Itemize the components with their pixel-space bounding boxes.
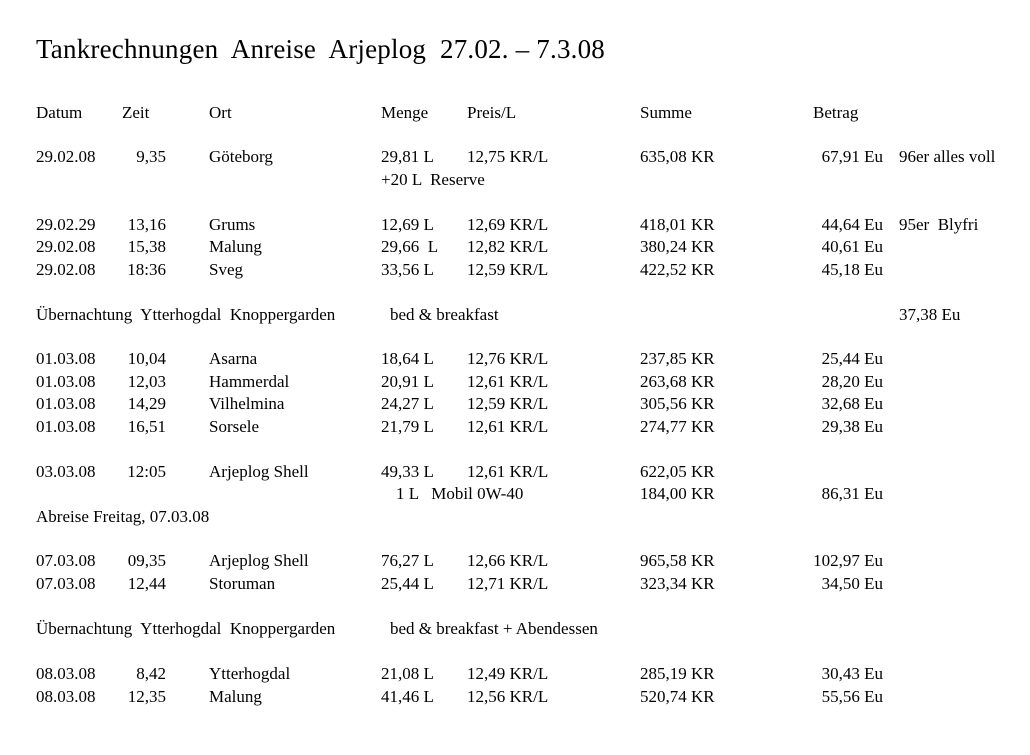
cell-datum: 29.02.08 [36, 260, 96, 279]
cell-ort: Malung [209, 237, 262, 256]
cell-menge: 29,66 L [381, 237, 439, 256]
cell-zeit: 10,04 [127, 349, 166, 368]
header-betrag: Betrag [813, 103, 859, 122]
cell-summe: 635,08 KR [640, 147, 715, 166]
cell-betrag: 28,20 Eu [821, 372, 883, 391]
cell-ort: Malung [209, 687, 262, 706]
cell-datum: 01.03.08 [36, 372, 96, 391]
cell-summe: 305,56 KR [640, 394, 715, 413]
cell-betrag: 34,50 Eu [821, 574, 883, 593]
cell-datum: 08.03.08 [36, 664, 96, 683]
header-ort: Ort [209, 103, 232, 122]
cell-summe: 274,77 KR [640, 417, 715, 436]
overnight-desc: bed & breakfast [390, 305, 499, 324]
header-menge: Menge [381, 103, 429, 122]
oil-summe: 184,00 KR [640, 484, 715, 503]
cell-datum: 01.03.08 [36, 394, 96, 413]
overnight-price: 37,38 Eu [899, 305, 961, 324]
cell-betrag: 30,43 Eu [821, 664, 883, 683]
cell-menge: 21,08 L [381, 664, 434, 683]
cell-zeit: 13,16 [127, 215, 166, 234]
cell-zeit: 09,35 [127, 551, 166, 570]
cell-summe: 323,34 KR [640, 574, 715, 593]
cell-menge: 20,91 L [381, 372, 434, 391]
cell-betrag: 45,18 Eu [821, 260, 883, 279]
cell-datum: 29.02.08 [36, 147, 96, 166]
cell-menge: 41,46 L [381, 687, 434, 706]
cell-summe: 237,85 KR [640, 349, 715, 368]
cell-ort: Grums [209, 215, 256, 234]
cell-ort: Arjeplog Shell [209, 551, 309, 570]
cell-betrag: 102,97 Eu [813, 551, 883, 570]
cell-zeit: 12:05 [127, 462, 166, 481]
cell-preis: 12,61 KR/L [467, 462, 549, 481]
cell-summe: 422,52 KR [640, 260, 715, 279]
overnight-label: Übernachtung Ytterhogdal Knoppergarden [36, 619, 336, 638]
page-title: Tankrechnungen Anreise Arjeplog 27.02. – 7.3.08 [36, 34, 605, 64]
cell-datum: 29.02.29 [36, 215, 96, 234]
cell-zeit: 12,35 [127, 687, 166, 706]
cell-zeit: 12,44 [127, 574, 166, 593]
cell-betrag: 32,68 Eu [821, 394, 883, 413]
cell-menge: 76,27 L [381, 551, 434, 570]
cell-betrag: 40,61 Eu [821, 237, 883, 256]
cell-preis: 12,49 KR/L [467, 664, 549, 683]
cell-ort: Sorsele [209, 417, 260, 436]
cell-summe: 263,68 KR [640, 372, 715, 391]
cell-summe: 418,01 KR [640, 215, 715, 234]
cell-datum: 08.03.08 [36, 687, 96, 706]
cell-preis: 12,56 KR/L [467, 687, 549, 706]
cell-preis: 12,66 KR/L [467, 551, 549, 570]
departure-note: Abreise Freitag, 07.03.08 [36, 507, 210, 526]
cell-note: 95er Blyfri [899, 215, 979, 234]
cell-summe: 380,24 KR [640, 237, 715, 256]
cell-note: 96er alles voll [899, 147, 996, 166]
cell-betrag: 67,91 Eu [821, 147, 883, 166]
cell-zeit: 15,38 [127, 237, 166, 256]
cell-summe: 520,74 KR [640, 687, 715, 706]
cell-ort: Arjeplog Shell [209, 462, 309, 481]
cell-menge: 24,27 L [381, 394, 434, 413]
cell-datum: 07.03.08 [36, 574, 96, 593]
cell-datum: 03.03.08 [36, 462, 96, 481]
cell-summe: 965,58 KR [640, 551, 715, 570]
cell-preis: 12,71 KR/L [467, 574, 549, 593]
cell-zeit: 16,51 [127, 417, 166, 436]
cell-menge: 25,44 L [381, 574, 434, 593]
cell-betrag: 44,64 Eu [821, 215, 883, 234]
header-summe: Summe [640, 103, 692, 122]
overnight-label: Übernachtung Ytterhogdal Knoppergarden [36, 305, 336, 324]
cell-menge: 12,69 L [381, 215, 434, 234]
cell-preis: 12,59 KR/L [467, 260, 549, 279]
cell-betrag: 55,56 Eu [821, 687, 883, 706]
cell-ort: Hammerdal [209, 372, 290, 391]
cell-preis: 12,59 KR/L [467, 394, 549, 413]
cell-menge: 29,81 L [381, 147, 434, 166]
cell-ort: Vilhelmina [209, 394, 285, 413]
cell-menge: 21,79 L [381, 417, 434, 436]
cell-preis: 12,61 KR/L [467, 417, 549, 436]
cell-datum: 01.03.08 [36, 349, 96, 368]
cell-summe: 622,05 KR [640, 462, 715, 481]
cell-ort: Asarna [209, 349, 258, 368]
cell-preis: 12,61 KR/L [467, 372, 549, 391]
cell-betrag: 25,44 Eu [821, 349, 883, 368]
cell-preis: 12,76 KR/L [467, 349, 549, 368]
reserve-note: +20 L Reserve [381, 170, 485, 189]
cell-ort: Storuman [209, 574, 276, 593]
cell-zeit: 18:36 [127, 260, 166, 279]
overnight-desc: bed & breakfast + Abendessen [390, 619, 598, 638]
cell-zeit: 8,42 [136, 664, 166, 683]
cell-menge: 33,56 L [381, 260, 434, 279]
cell-zeit: 14,29 [127, 394, 166, 413]
header-datum: Datum [36, 103, 83, 122]
cell-datum: 29.02.08 [36, 237, 96, 256]
cell-summe: 285,19 KR [640, 664, 715, 683]
header-zeit: Zeit [122, 103, 150, 122]
cell-ort: Sveg [209, 260, 243, 279]
cell-menge: 49,33 L [381, 462, 434, 481]
cell-zeit: 12,03 [127, 372, 166, 391]
header-preis: Preis/L [467, 103, 517, 122]
cell-preis: 12,75 KR/L [467, 147, 549, 166]
cell-betrag: 29,38 Eu [821, 417, 883, 436]
cell-ort: Göteborg [209, 147, 273, 166]
cell-zeit: 9,35 [136, 147, 166, 166]
cell-preis: 12,69 KR/L [467, 215, 549, 234]
cell-menge: 18,64 L [381, 349, 434, 368]
cell-datum: 07.03.08 [36, 551, 96, 570]
cell-datum: 01.03.08 [36, 417, 96, 436]
cell-ort: Ytterhogdal [209, 664, 291, 683]
oil-betrag: 86,31 Eu [821, 484, 883, 503]
oil-desc: 1 L Mobil 0W-40 [396, 484, 524, 503]
cell-preis: 12,82 KR/L [467, 237, 549, 256]
